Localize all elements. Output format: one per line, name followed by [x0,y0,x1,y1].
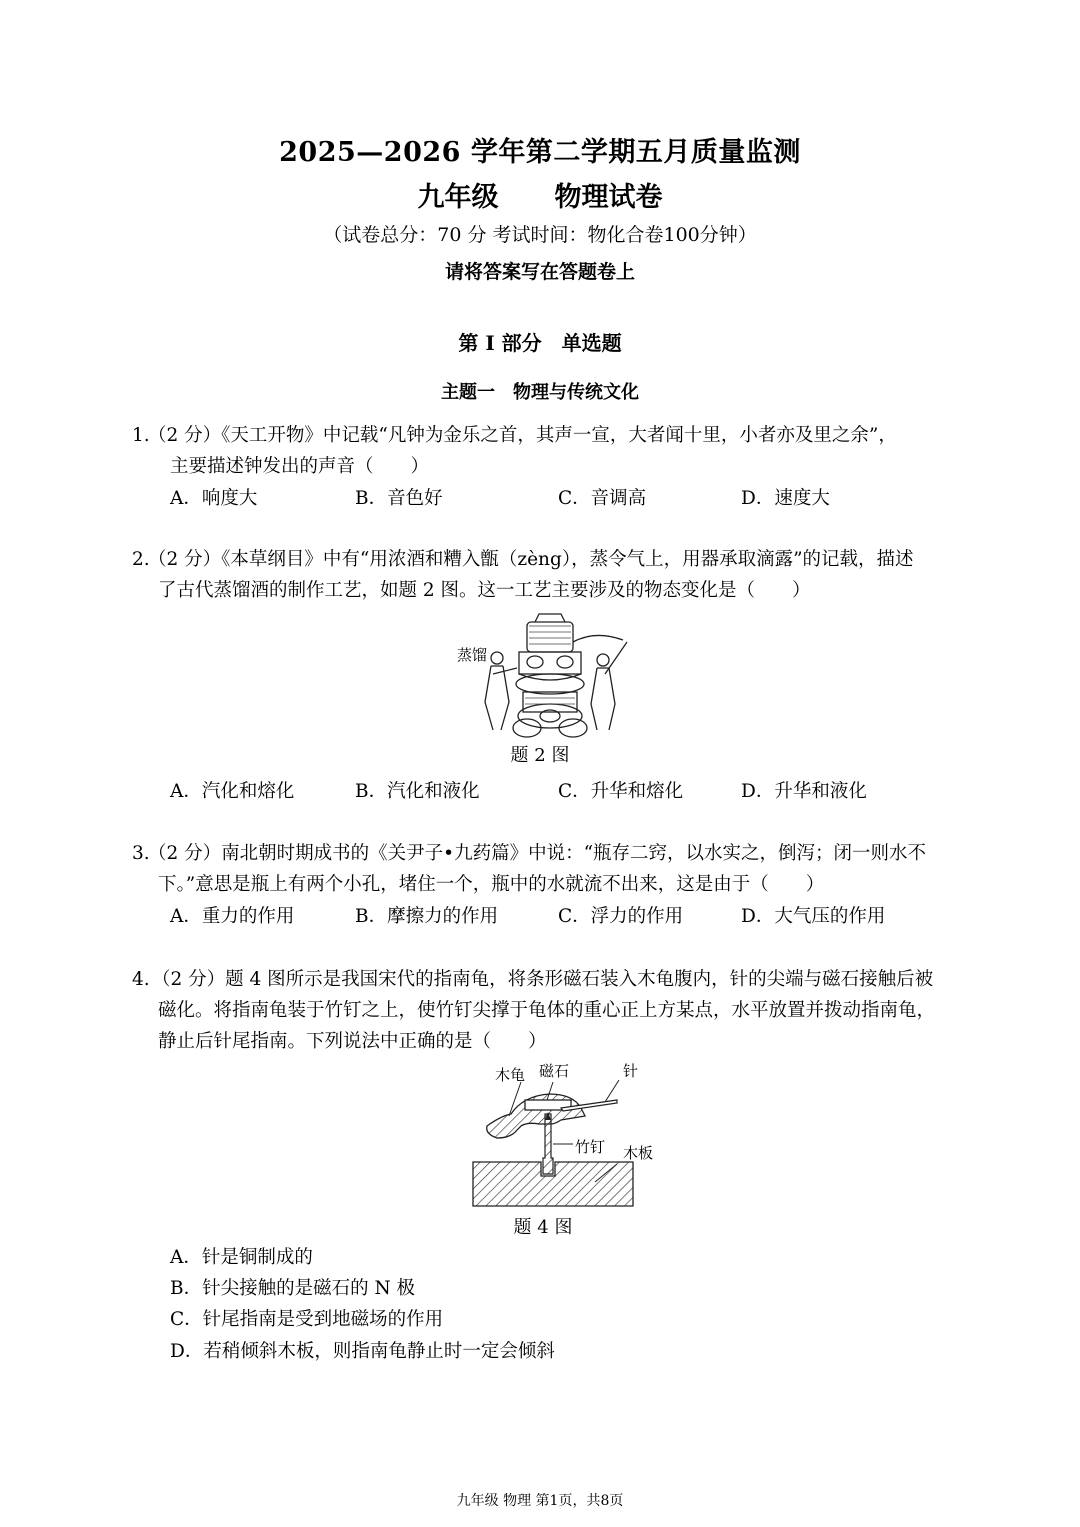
question-3-option-d[interactable]: D．大气压的作用 [741,906,886,927]
question-1-option-b[interactable]: B．音色好 [355,488,443,509]
question-3-line-2: 下。”意思是瓶上有两个小孔，堵住一个，瓶中的水就流不出来，这是由于（ ） [158,874,825,895]
question-2-line-1: （2 分）《本草纲目》中有“用浓酒和糟入甑（zèng），蒸令气上，用器承取滴露”的记载，描述 [148,549,914,570]
exam-title: 2025—2026 学年第二学期五月质量监测 [279,137,801,168]
question-3-option-a[interactable]: A．重力的作用 [170,906,295,927]
question-2-option-b[interactable]: B．汽化和液化 [355,781,480,802]
question-1-line-2: 主要描述钟发出的声音（ ） [170,456,430,477]
question-4-number: 4. [132,969,150,990]
exam-meta: （试卷总分：70 分 考试时间：物化合卷100分钟） [323,224,757,246]
question-2-option-c[interactable]: C．升华和熔化 [558,781,684,802]
label-peg: 竹钉 [575,1138,606,1156]
question-4-option-b[interactable]: B．针尖接触的是磁石的 N 极 [170,1278,416,1299]
figure-2-caption: 题 2 图 [510,745,570,766]
question-1-option-a[interactable]: A．响度大 [170,488,258,509]
question-4-line-1: （2 分）题 4 图所示是我国宋代的指南龟，将条形磁石装入木龟腹内，针的尖端与磁石接触后被 [152,969,934,990]
question-2-line-2: 了古代蒸馏酒的制作工艺，如题 2 图。这一工艺主要涉及的物态变化是（ ） [158,580,811,601]
label-magnet: 磁石 [539,1062,570,1080]
question-2-option-d[interactable]: D．升华和液化 [741,781,867,802]
question-1-option-d[interactable]: D．速度大 [741,488,830,509]
exam-instruction: 请将答案写在答题卷上 [444,261,635,283]
question-4-line-2: 磁化。将指南龟装于竹钉之上，使竹钉尖撑于龟体的重心正上方某点，水平放置并拨动指南龟， [158,1000,936,1021]
question-2-option-a[interactable]: A．汽化和熔化 [170,781,295,802]
compass-turtle-figure [465,1058,675,1208]
exam-subtitle [0,175,1080,214]
question-4-option-a[interactable]: A．针是铜制成的 [170,1247,313,1268]
question-3-option-c[interactable]: C．浮力的作用 [558,906,684,927]
page-footer: 九年级 物理 第1页，共8页 [456,1493,624,1509]
label-needle: 针 [623,1062,639,1080]
label-turtle: 木龟 [495,1066,526,1084]
question-3-number: 3. [132,843,150,864]
label-board: 木板 [623,1144,654,1162]
question-1-number: 1. [132,425,150,446]
question-1-line-1: （2 分）《天工开物》中记载“凡钟为金乐之首，其声一宣，大者闻十里，小者亦及里之余”， [148,425,897,446]
figure-4-caption: 题 4 图 [513,1217,573,1238]
question-4-option-c[interactable]: C．针尾指南是受到地磁场的作用 [170,1309,444,1330]
question-3-line-1: （2 分）南北朝时期成书的《关尹子•九药篇》中说：“瓶存二窍，以水实之，倒泻；闭一则水不 [148,843,927,864]
question-2-number: 2. [132,549,150,570]
question-3-option-b[interactable]: B．摩擦力的作用 [355,906,499,927]
question-1-option-c[interactable]: C．音调高 [558,488,647,509]
distillation-figure [455,612,635,740]
subject-label: 物理试卷 [554,182,663,213]
theme-heading: 主题一 物理与传统文化 [441,382,639,403]
part-heading: 第 I 部分 单选题 [458,331,622,355]
question-4-line-3: 静止后针尾指南。下列说法中正确的是（ ） [158,1031,547,1052]
figure-2-label: 蒸馏 [457,646,488,664]
grade-label: 九年级 [417,182,499,213]
question-4-option-d[interactable]: D．若稍倾斜木板，则指南龟静止时一定会倾斜 [170,1341,555,1362]
